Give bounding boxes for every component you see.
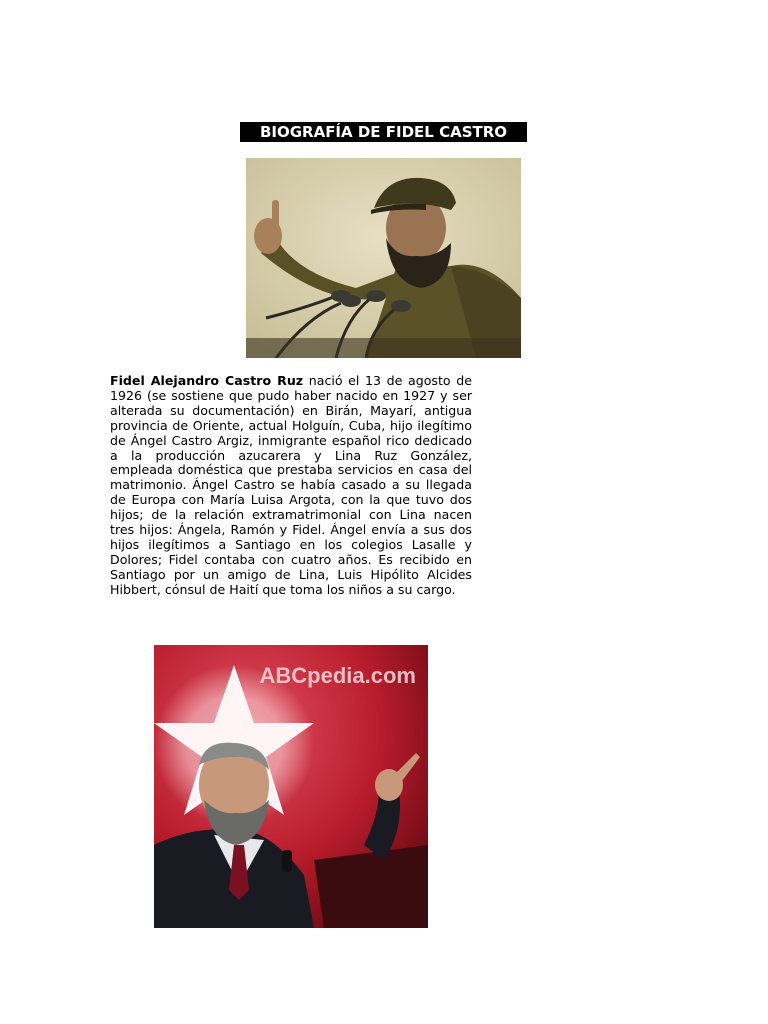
red-star-photo [154,645,428,928]
biography-paragraph [110,374,472,598]
watermark-text: ABCpedia.com [259,663,416,688]
document-title: BIOGRAFÍA DE FIDEL CASTRO [240,122,527,142]
biography-text: nació el 13 de agosto de 1926 (se sostiene que pudo haber nacido en 1927 y ser alterada su documentación) en Birán, Mayarí, antigua provincia de Oriente, actual Holguín, Cuba, hijo ilegítimo de Ángel Castro Argiz, inmigrante español rico dedicado a la producción azucarera y Lina Ruz González, empleada doméstica que prestaba servicios en casa del matrimonio. Ángel Castro se había casado a su llegada de Europa con María Luisa Argota, con la que tuvo dos hijos; de la relación extramatrimonial con Lina nacen tres hijos: Ángela, Ramón y Fidel. Ángel envía a sus dos hijos ilegítimos a Santiago en los colegios Lasalle y Dolores; Fidel contaba con cuatro años. Es recibido en Santiago por un amigo de Lina, Luis Hipólito Alcides Hibbert, cónsul de Haití que toma los niños a su cargo. [110,373,472,597]
subject-name: Fidel Alejandro Castro Ruz [110,373,304,388]
speech-photo [246,158,521,358]
